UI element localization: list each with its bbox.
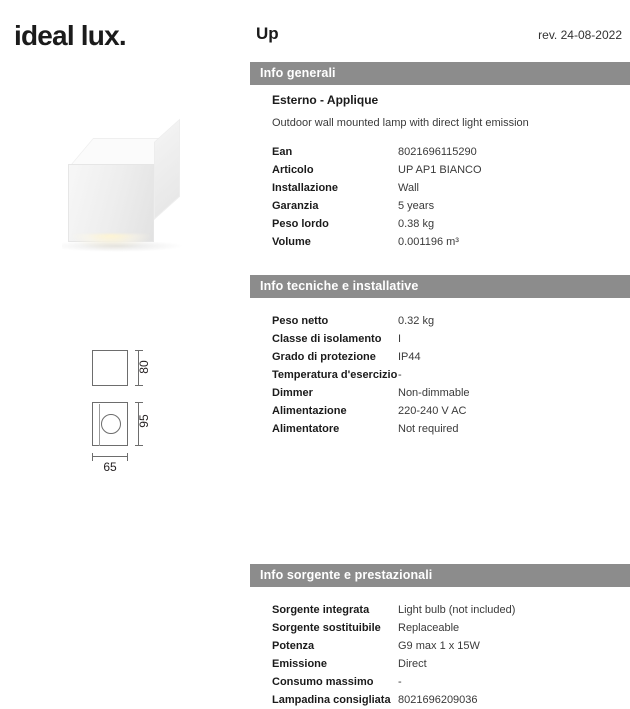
- spec-key: Consumo massimo: [272, 676, 374, 688]
- spec-value: Direct: [398, 658, 427, 670]
- spec-key: Potenza: [272, 640, 315, 652]
- spec-value: 0.38 kg: [398, 218, 435, 230]
- spec-value: Non-dimmable: [398, 387, 470, 399]
- table-row: [250, 673, 630, 691]
- specs-table-info-tecniche: [250, 312, 630, 438]
- spec-value: IP44: [398, 351, 421, 363]
- table-row: [250, 161, 630, 179]
- spec-value: G9 max 1 x 15W: [398, 640, 480, 652]
- spec-value: 220-240 V AC: [398, 405, 467, 417]
- section-info-sorgente: [250, 564, 630, 709]
- spec-key: Classe di isolamento: [272, 333, 382, 345]
- spec-value: Replaceable: [398, 622, 460, 634]
- spec-key: Dimmer: [272, 387, 313, 399]
- spec-value: UP AP1 BIANCO: [398, 164, 482, 176]
- spec-key: Garanzia: [272, 200, 319, 212]
- dimension-diagram: [0, 350, 240, 480]
- spec-value: 0.001196 m³: [398, 236, 459, 248]
- product-photo-up-wall-lamp: [62, 138, 184, 250]
- lamp-drop-shadow: [62, 242, 184, 252]
- side-height-label: 95: [137, 414, 151, 428]
- table-row: [250, 601, 630, 619]
- technical-drawings: [0, 350, 240, 480]
- spec-value: Wall: [398, 182, 419, 194]
- table-row: [250, 637, 630, 655]
- spec-key: Alimentatore: [272, 423, 340, 435]
- table-row: [250, 312, 630, 330]
- width-label: 65: [103, 460, 117, 474]
- product-visuals-column: [0, 60, 240, 700]
- spec-value: 8021696209036: [398, 694, 478, 706]
- table-row: [250, 143, 630, 161]
- spec-key: Alimentazione: [272, 405, 347, 417]
- spec-key: Peso lordo: [272, 218, 329, 230]
- section-heading-info-sorgente: Info sorgente e prestazionali: [250, 564, 630, 587]
- specs-table-info-sorgente: [250, 601, 630, 709]
- table-row: [250, 179, 630, 197]
- table-row: [250, 655, 630, 673]
- section-heading-info-tecniche: Info tecniche e installative: [250, 275, 630, 298]
- spec-value: 0.32 kg: [398, 315, 435, 327]
- brand-logo-text: ideal lux: [14, 20, 119, 51]
- lamp-side-face: [154, 119, 180, 220]
- page-title: Up: [256, 24, 279, 43]
- front-view-outline: [92, 350, 128, 386]
- spec-key: Temperatura d'esercizio: [272, 369, 398, 381]
- front-height-label: 80: [137, 360, 151, 374]
- spec-key: Lampadina consigliata: [272, 694, 391, 706]
- spec-value: 5 years: [398, 200, 435, 212]
- table-row: [250, 330, 630, 348]
- table-row: [250, 402, 630, 420]
- table-row: [250, 420, 630, 438]
- spec-key: Grado di protezione: [272, 351, 376, 363]
- spec-value: Light bulb (not included): [398, 604, 516, 616]
- section-info-generali: [250, 62, 630, 251]
- section-info-tecniche: [250, 275, 630, 438]
- section-gap: [250, 438, 630, 562]
- spec-value: Not required: [398, 423, 459, 435]
- spec-key: Emissione: [272, 658, 328, 670]
- specifications-column: [250, 60, 630, 709]
- spec-value: 8021696115290: [398, 146, 477, 158]
- section-gap: [250, 251, 630, 273]
- spec-key: Sorgente sostituibile: [272, 622, 381, 634]
- section-heading-info-generali: Info generali: [250, 62, 630, 85]
- table-row: [250, 619, 630, 637]
- spec-value: -: [398, 676, 402, 688]
- spec-key: Volume: [272, 236, 311, 248]
- lamp-front-face: [68, 164, 154, 242]
- table-row: [250, 233, 630, 251]
- spec-key: Installazione: [272, 182, 339, 194]
- width-dimension-line: [92, 456, 128, 457]
- table-row: [250, 366, 630, 384]
- product-description: Outdoor wall mounted lamp with direct light emission: [272, 117, 529, 129]
- spec-value: -: [398, 369, 402, 381]
- spec-key: Sorgente integrata: [272, 604, 370, 616]
- product-category: Esterno - Applique: [272, 93, 379, 107]
- revision-label: rev. 24-08-2022: [538, 28, 622, 42]
- table-row: [250, 215, 630, 233]
- table-row: [250, 348, 630, 366]
- brand-logo-dot: .: [118, 20, 126, 51]
- spec-key: Ean: [272, 146, 293, 158]
- table-row: [250, 691, 630, 709]
- specs-table-info-generali: [250, 143, 630, 251]
- table-row: [250, 384, 630, 402]
- spec-value: I: [398, 333, 402, 345]
- wall-plate-line: [94, 404, 100, 446]
- spec-key: Articolo: [272, 164, 314, 176]
- side-view-outline: [92, 402, 128, 446]
- lamp-socket-circle: [101, 414, 121, 434]
- table-row: [250, 197, 630, 215]
- brand-logo: [14, 20, 126, 52]
- spec-key: Peso netto: [272, 315, 329, 327]
